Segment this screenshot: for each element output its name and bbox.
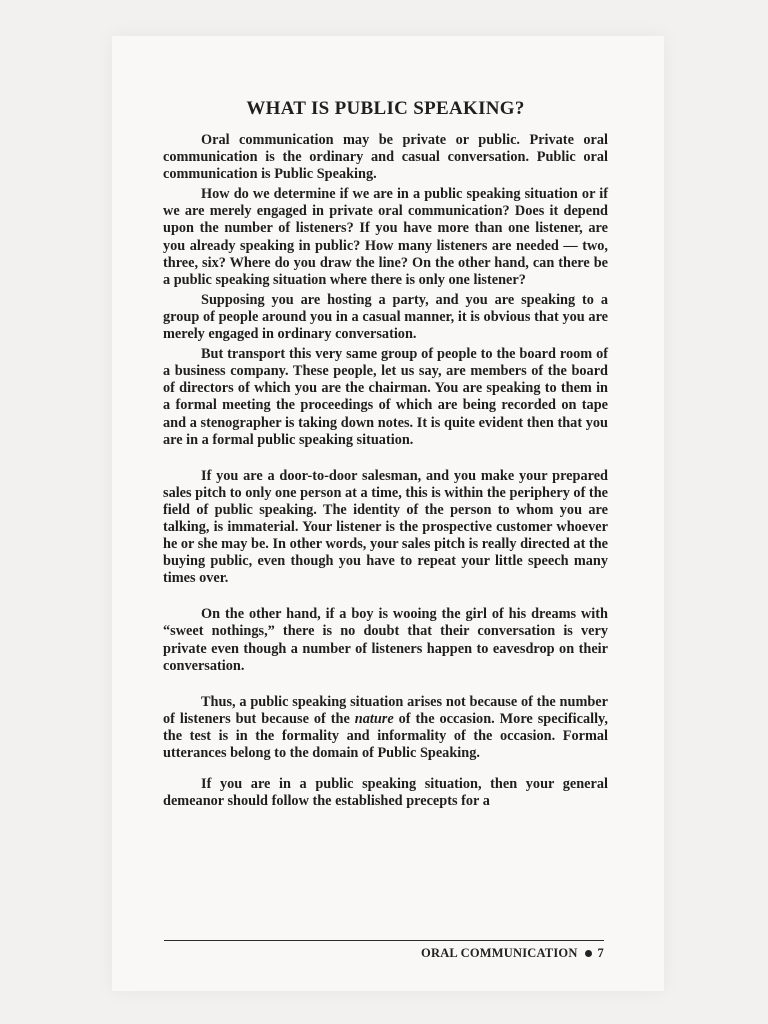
bullet-icon <box>585 950 592 957</box>
paragraph: Supposing you are hosting a party, and you are speaking to a group of people around you in a casual manner, it is obvious that you are merely engaged in ordinary conversation. <box>163 291 608 343</box>
page-number: 7 <box>597 946 604 960</box>
emphasis-text: nature <box>354 710 394 727</box>
paragraph: If you are a door-to-door salesman, and you make your prepared sales pitch to only one person at a time, this is within the periphery of the field of public speaking. The identity of the person to whom you are talking, is immaterial. Your listener is the prospective customer whoever he or she may be. In other words, your sales pitch is really directed at the buying public, even though you have to repeat your little speech many times over. <box>163 467 608 587</box>
paragraph: If you are in a public speaking situation, then your general demeanor should follow the established precepts for a <box>163 776 608 810</box>
paragraph: How do we determine if we are in a public speaking situation or if we are merely engaged in private oral communication? Does it depend upon the number of listeners? If you have more than one listener, are you already speaking in public? How many listeners are needed — two, three, six? Where do you draw the line? On the other hand, can there be a public speaking situation where there is only one listener? <box>163 186 608 288</box>
footer-section-title: ORAL COMMUNICATION <box>421 946 578 960</box>
paragraph: On the other hand, if a boy is wooing the girl of his dreams with “sweet nothings,” there is no doubt that their conversation is very private even though a number of listeners happen to eavesdrop on their conversation. <box>163 606 608 674</box>
page-footer <box>164 946 604 961</box>
paragraph-text: of the occasion. More specifically, the test is in the formality and informality of the occasion. Formal utterances belong to the domain of Public Speaking. <box>163 710 608 761</box>
paragraph: But transport this very same group of people to the board room of a business company. These people, let us say, are members of the board of directors of which you are the chairman. You are speaking to them in a formal meeting the proceedings of which are being recorded on tape and a stenographer is taking down notes. It is quite evident then that you are in a formal public speaking situation. <box>163 346 608 448</box>
page-title: WHAT IS PUBLIC SPEAKING? <box>246 98 525 119</box>
paragraph: Oral communication may be private or public. Private oral communication is the ordinary and casual conversation. Public oral communication is Public Speaking. <box>163 132 608 183</box>
paragraph <box>163 694 608 762</box>
paragraph-text: Thus, a public speaking situation arises not because of the number of listeners but because of the <box>163 693 608 727</box>
page-content <box>163 96 608 810</box>
footer-rule <box>164 940 604 941</box>
